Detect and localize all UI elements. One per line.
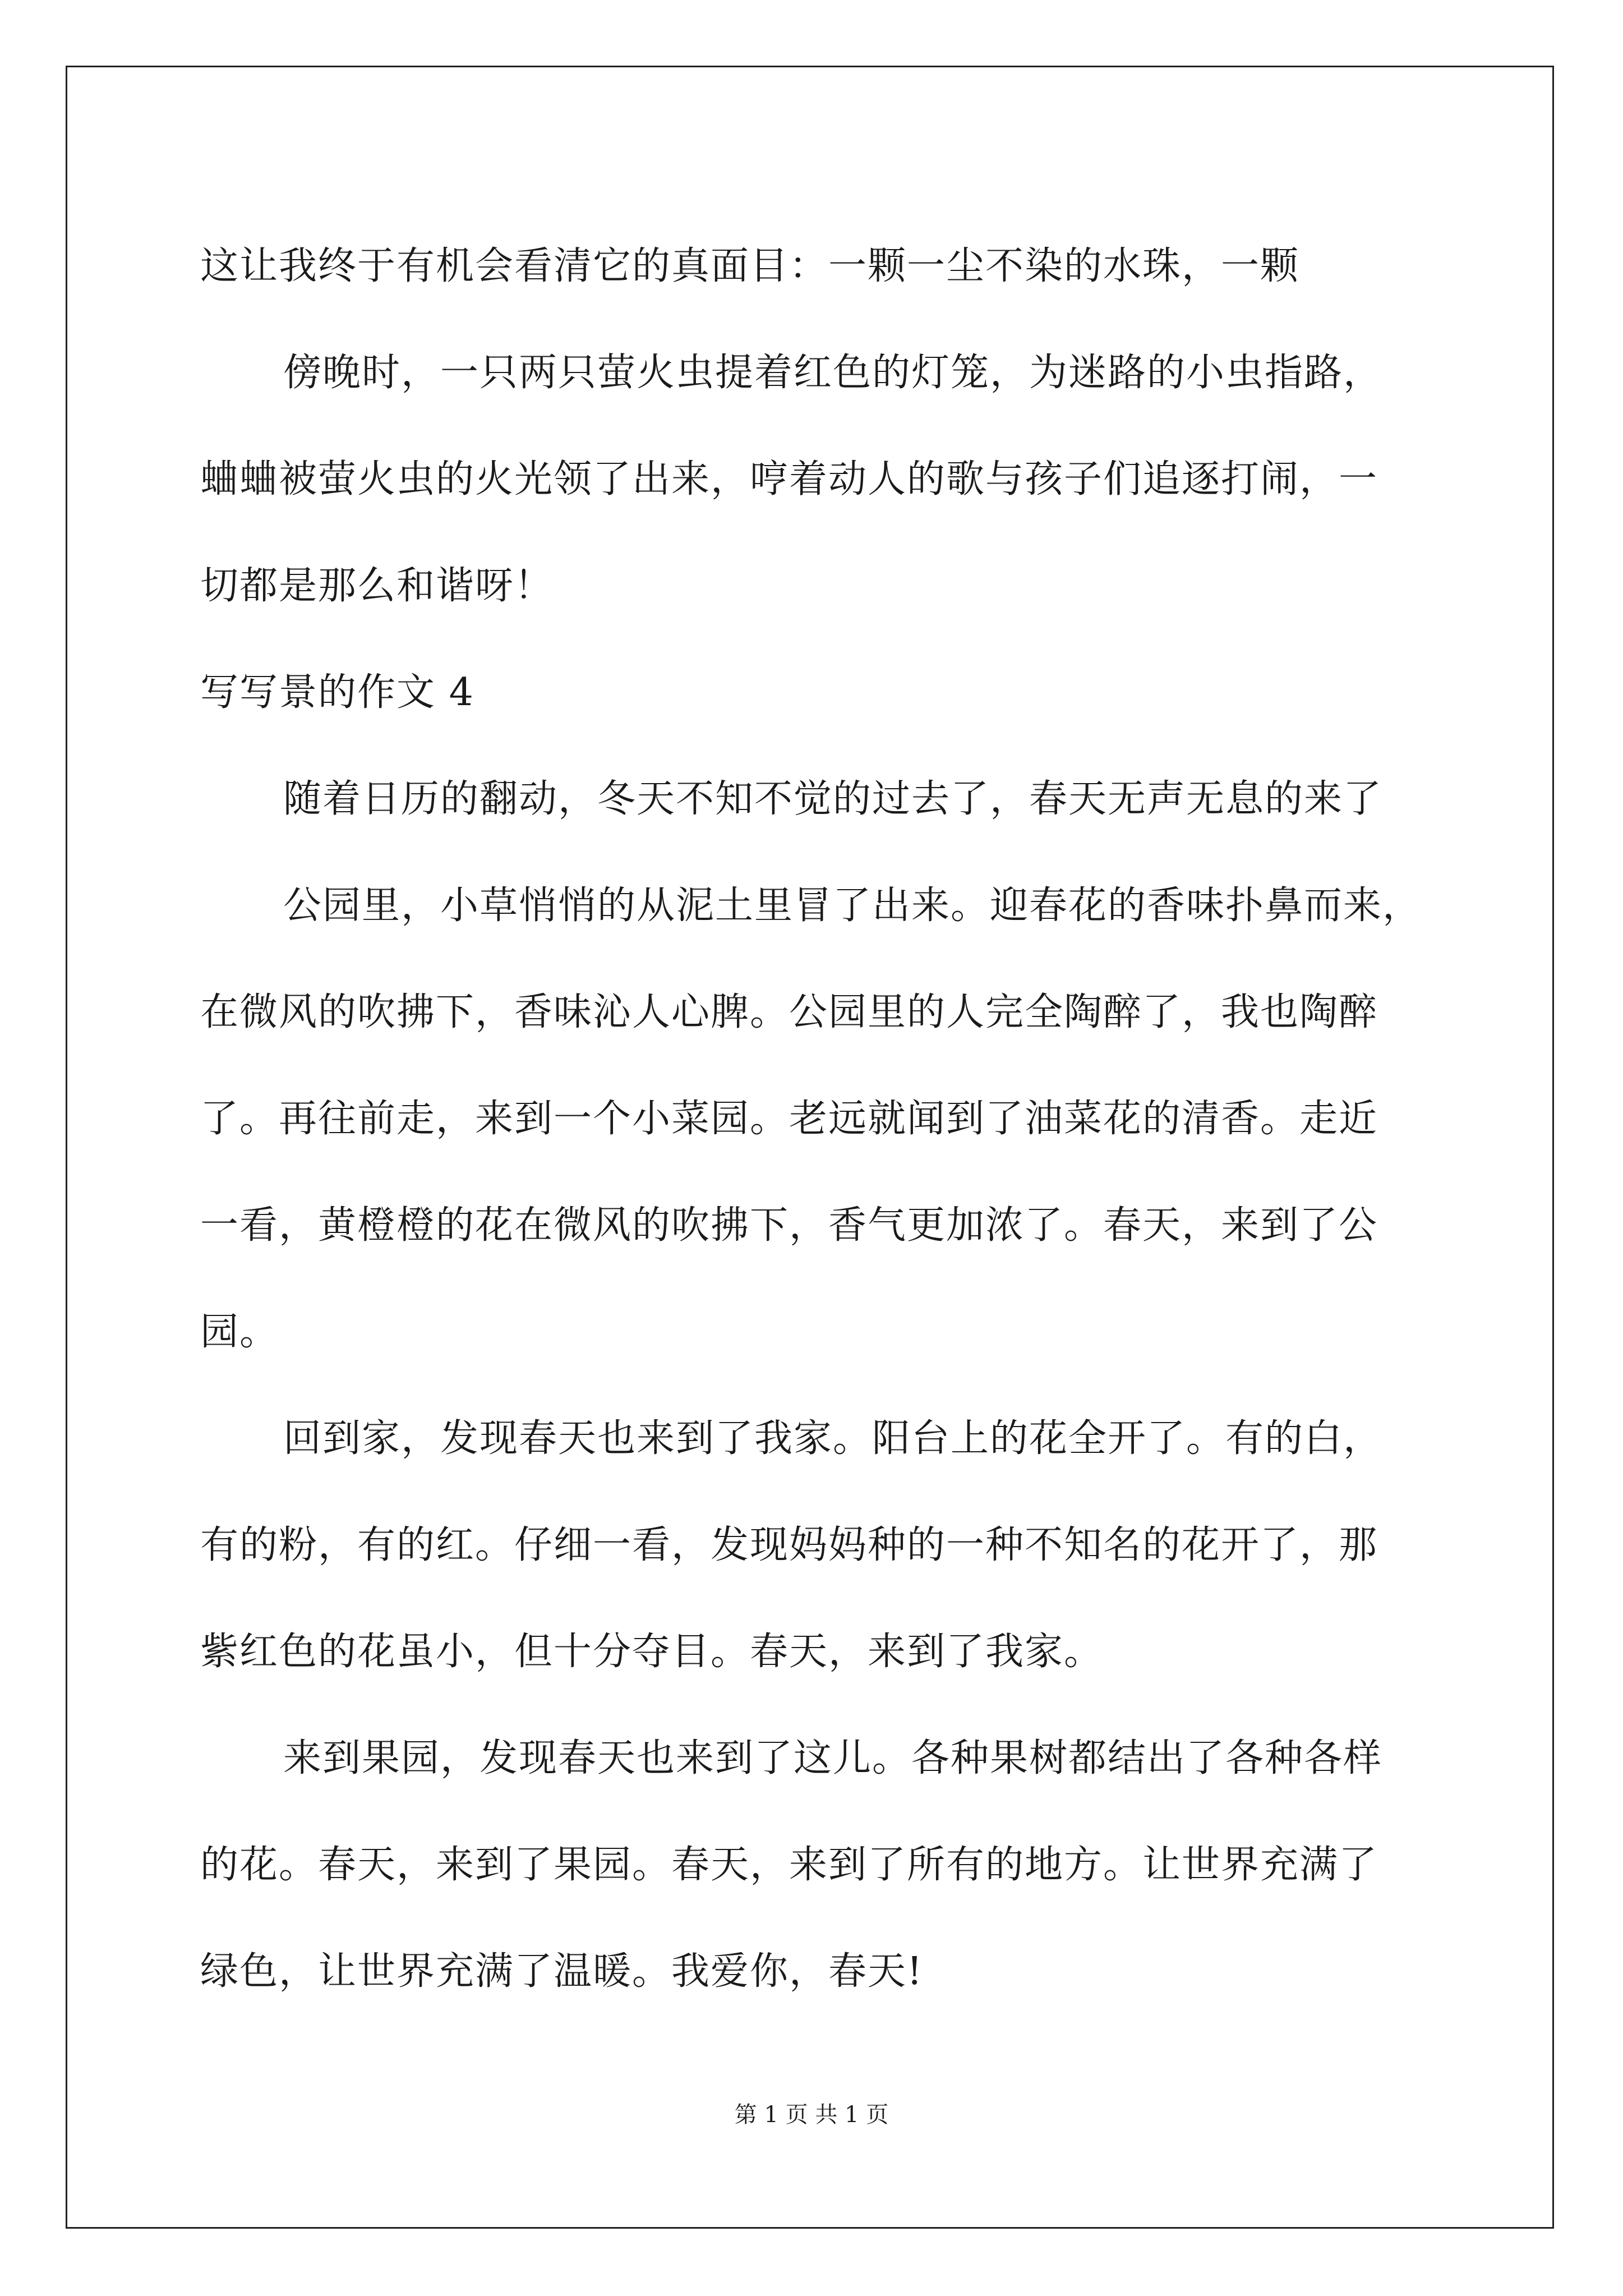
text-line: 紫红色的花虽小，但十分夺目。春天，来到了我家。 <box>200 1630 1104 1674</box>
page-footer: 第 1 页 共 1 页 <box>734 2102 889 2128</box>
text-line: 蛐蛐被萤火虫的火光领了出来，哼着动人的歌与孩子们追逐打闹，一 <box>200 457 1378 501</box>
text-line: 有的粉，有的红。仔细一看，发现妈妈种的一种不知名的花开了，那 <box>200 1523 1378 1567</box>
text-line: 切都是那么和谐呀！ <box>200 564 554 608</box>
text-line: 公园里，小草悄悄的从泥土里冒了出来。迎春花的香味扑鼻而来， <box>283 884 1422 928</box>
text-line: 来到果园，发现春天也来到了这儿。各种果树都结出了各种各样 <box>283 1736 1383 1780</box>
text-line: 的花。春天，来到了果园。春天，来到了所有的地方。让世界充满了 <box>200 1843 1378 1887</box>
section-heading: 写写景的作文 4 <box>200 670 474 715</box>
text-line: 回到家，发现春天也来到了我家。阳台上的花全开了。有的白， <box>283 1416 1383 1461</box>
text-line: 傍晚时，一只两只萤火虫提着红色的灯笼，为迷路的小虫指路， <box>283 351 1383 395</box>
text-line: 这让我终于有机会看清它的真面目：一颗一尘不染的水珠，一颗 <box>200 244 1300 288</box>
text-line: 园。 <box>200 1310 279 1354</box>
text-line: 随着日历的翻动，冬天不知不觉的过去了，春天无声无息的来了 <box>283 777 1383 821</box>
text-line: 一看，黄橙橙的花在微风的吹拂下，香气更加浓了。春天，来到了公 <box>200 1203 1378 1248</box>
document-body <box>200 213 1440 2025</box>
text-line: 绿色，让世界充满了温暖。我爱你，春天! <box>200 1949 924 1994</box>
text-line: 在微风的吹拂下，香味沁人心脾。公园里的人完全陶醉了，我也陶醉 <box>200 990 1378 1034</box>
text-line: 了。再往前走，来到一个小菜园。老远就闻到了油菜花的清香。走近 <box>200 1097 1378 1141</box>
